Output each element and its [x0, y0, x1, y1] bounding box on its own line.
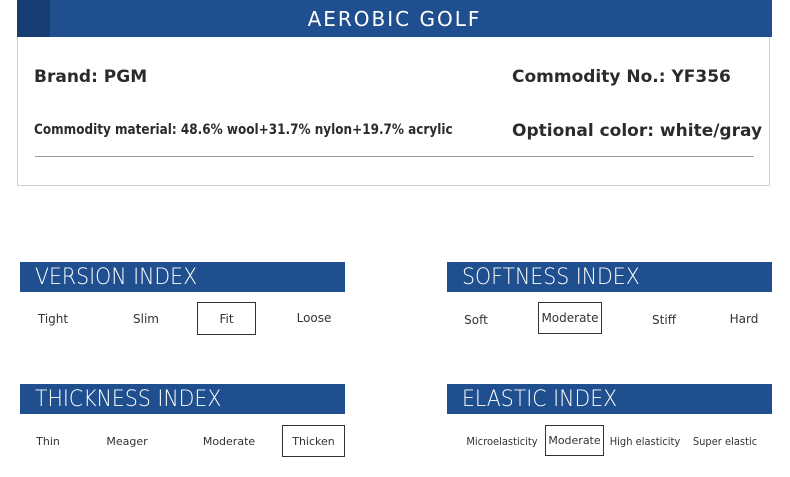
- thickness-option-moderate: Moderate: [202, 435, 256, 448]
- thickness-index-header: [20, 384, 345, 414]
- version-option-loose: Loose: [296, 311, 332, 325]
- banner-title: AEROBIC GOLF: [307, 7, 482, 31]
- softness-option-hard: Hard: [729, 312, 759, 326]
- spec-divider: [35, 156, 754, 157]
- elastic-option-super-elastic: Super elastic: [692, 435, 758, 448]
- elastic-index-header: [447, 384, 772, 414]
- softness-index-title: SOFTNESS INDEX: [462, 265, 640, 290]
- version-index-title: VERSION INDEX: [35, 265, 198, 290]
- commodity-number-label: Commodity No.: YF356: [512, 67, 731, 87]
- commodity-material-label: Commodity material: 48.6% wool+31.7% nylon+19.7% acrylic: [34, 122, 453, 138]
- version-option-slim: Slim: [133, 312, 159, 326]
- elastic-option-moderate: Moderate: [548, 434, 601, 447]
- elastic-selected-box: [545, 425, 604, 456]
- thickness-option-thicken: Thicken: [292, 434, 335, 448]
- softness-option-stiff: Stiff: [652, 313, 676, 327]
- softness-selected-box: [538, 302, 602, 334]
- thickness-option-meager: Meager: [106, 435, 148, 448]
- thickness-option-thin: Thin: [36, 435, 60, 448]
- version-selected-box: [197, 302, 256, 335]
- softness-index-header: [447, 262, 772, 292]
- brand-label: Brand: PGM: [34, 67, 148, 87]
- thickness-selected-box: [282, 425, 345, 457]
- optional-color-label: Optional color: white/gray: [512, 121, 763, 141]
- elastic-option-microelasticity: Microelasticity: [466, 435, 538, 448]
- softness-option-moderate: Moderate: [541, 311, 599, 325]
- elastic-index-title: ELASTIC INDEX: [462, 387, 618, 412]
- version-index-header: [20, 262, 345, 292]
- version-option-fit: Fit: [219, 311, 234, 326]
- elastic-option-high-elasticity: High elasticity: [609, 435, 681, 448]
- version-option-tight: Tight: [37, 312, 69, 326]
- thickness-index-title: THICKNESS INDEX: [35, 387, 222, 412]
- softness-option-soft: Soft: [464, 313, 488, 327]
